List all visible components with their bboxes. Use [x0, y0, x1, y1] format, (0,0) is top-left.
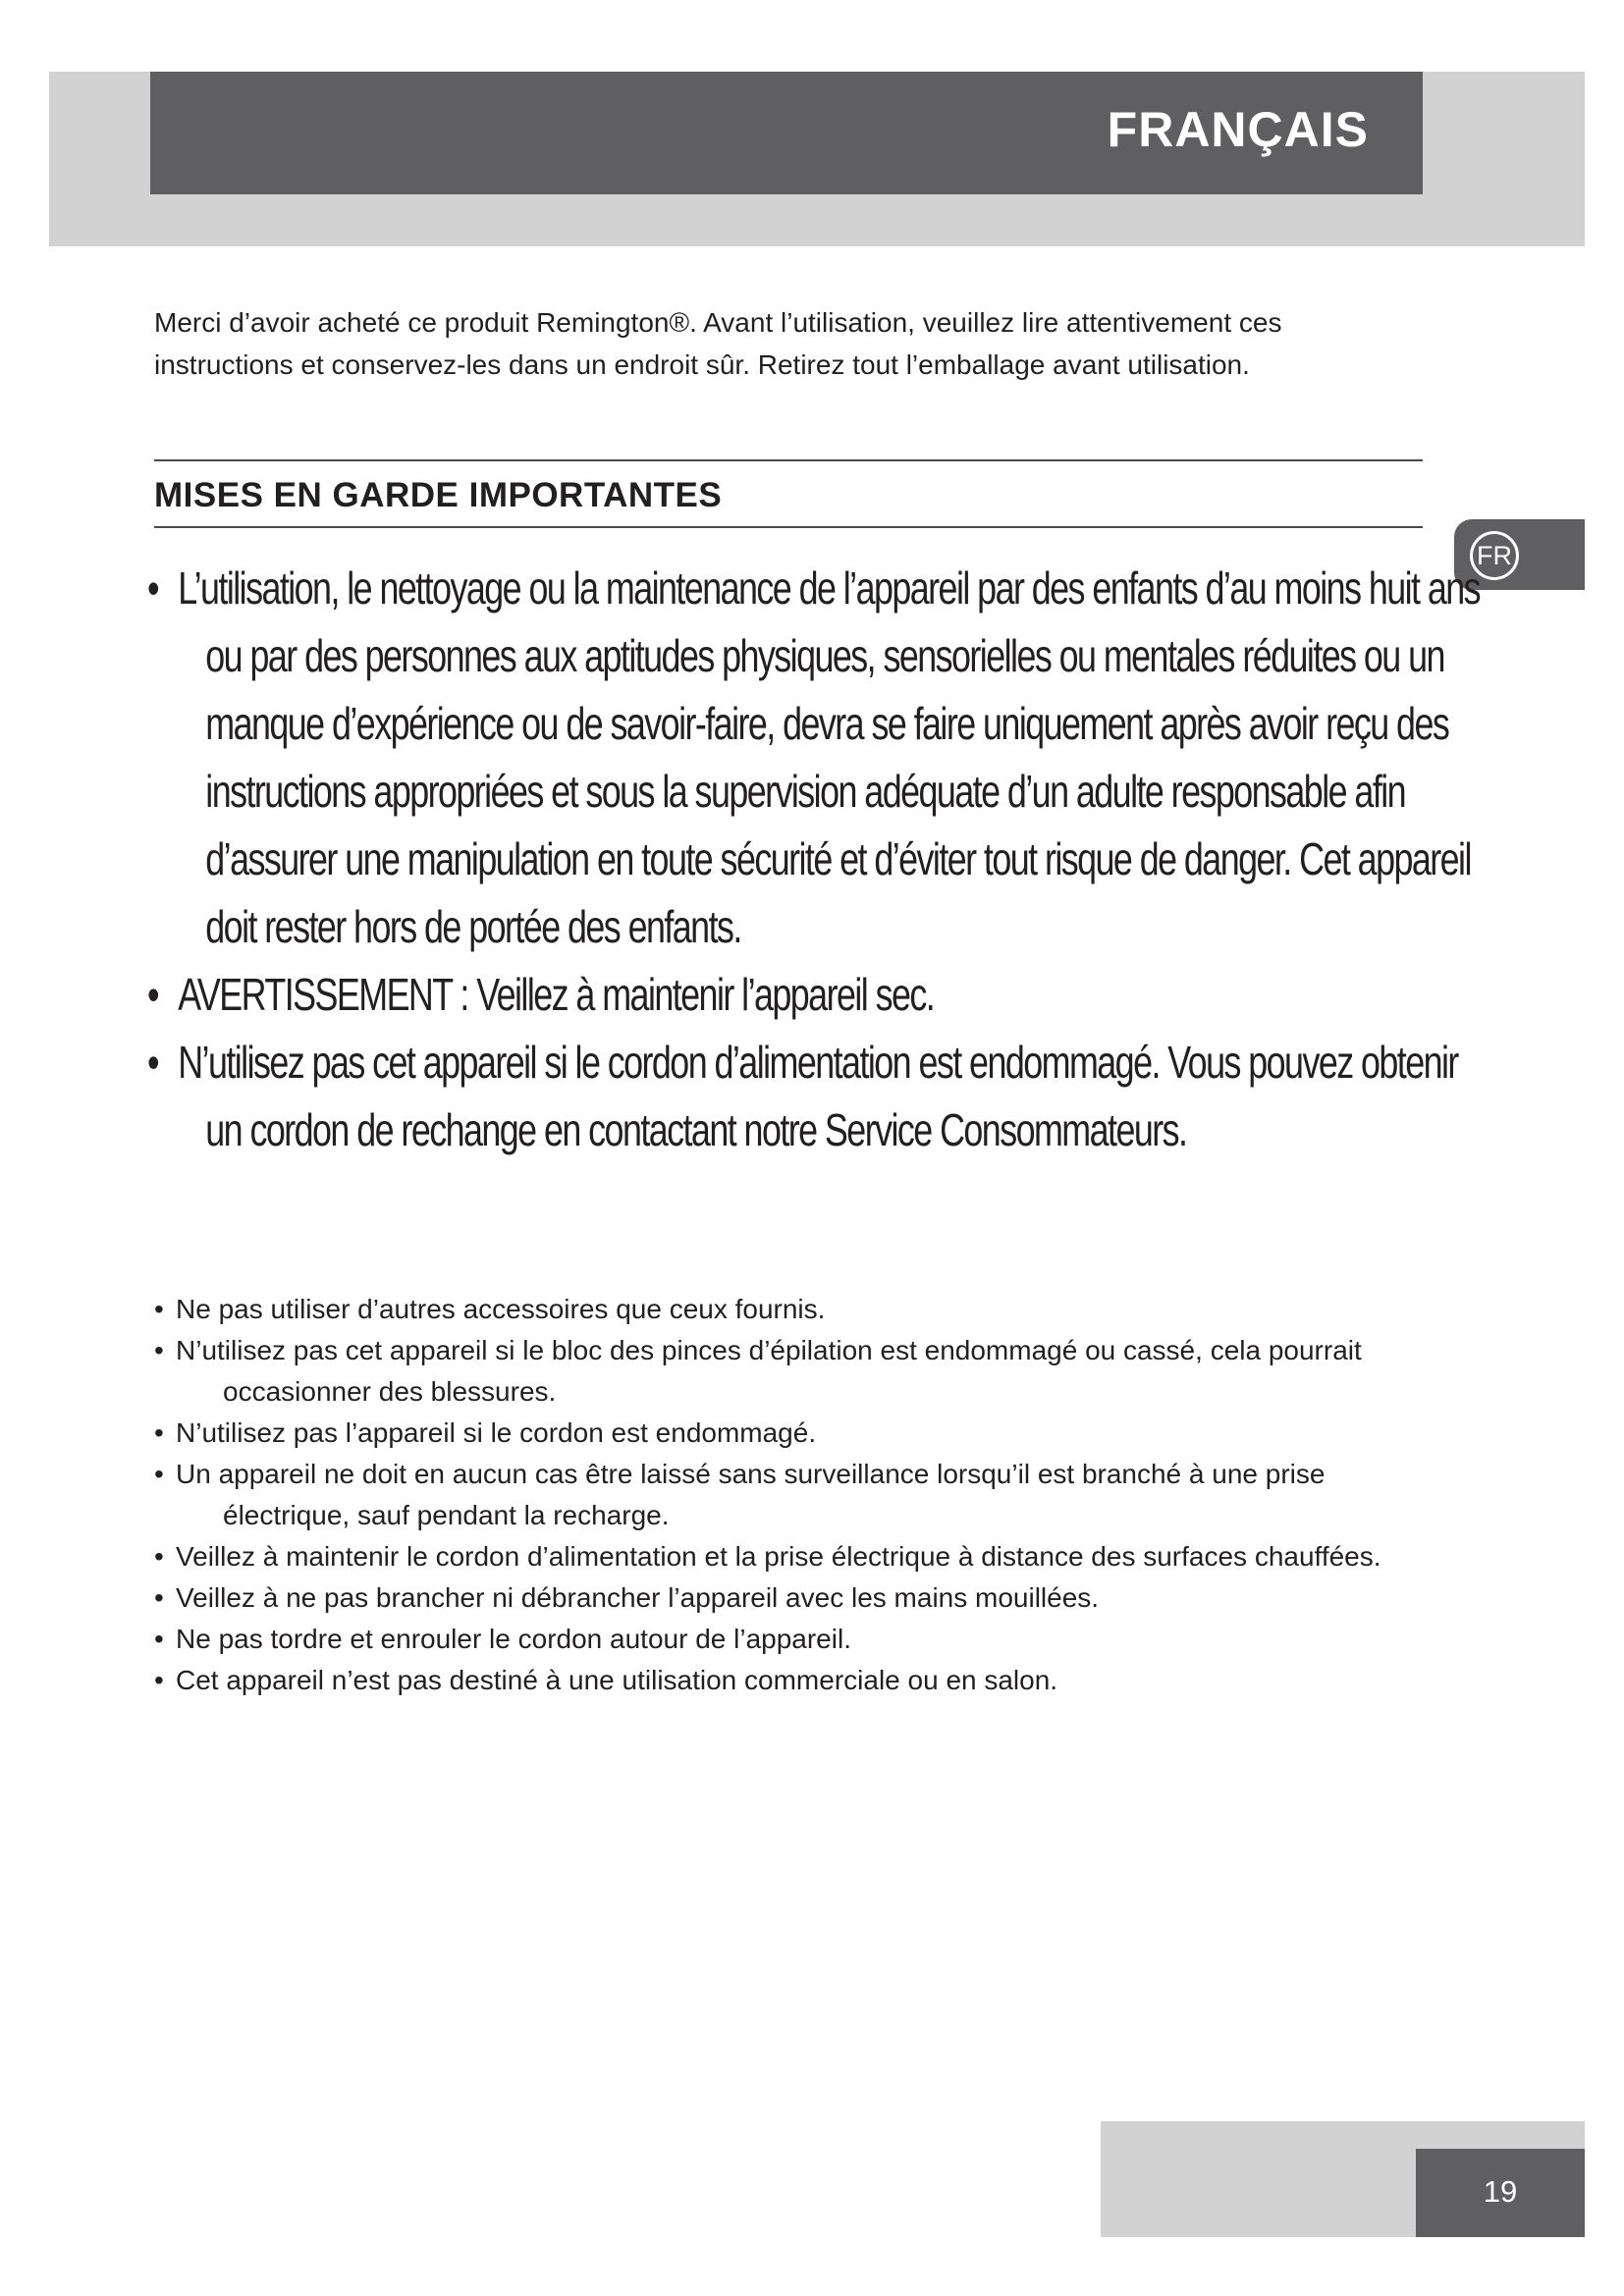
- bullet-icon: •: [147, 1037, 159, 1088]
- bullet-icon: •: [154, 1541, 164, 1572]
- footer-bar: [1416, 2149, 1585, 2237]
- warning-text: Ne pas tordre et enrouler le cordon autour de l’appareil.: [176, 1624, 851, 1654]
- list-item: [154, 1330, 1431, 1413]
- bullet-icon: •: [154, 1335, 164, 1365]
- section-rule-bottom: [154, 526, 1423, 528]
- section-rule-top: [154, 459, 1423, 461]
- bullet-icon: •: [154, 1624, 164, 1654]
- warning-text: N’utilisez pas cet appareil si le cordon d’alimentation est endommagé. Vous pouvez obtenir un cordon de rechange en contactant notre Service Consommateurs.: [178, 1037, 1458, 1155]
- list-item: [154, 1619, 1431, 1660]
- bullet-icon: •: [154, 1459, 164, 1489]
- list-item: [154, 1536, 1431, 1577]
- language-title: FRANÇAIS: [1107, 102, 1369, 157]
- list-item: [147, 961, 1480, 1029]
- small-warnings-list: [154, 1289, 1431, 1701]
- list-item: [147, 1029, 1480, 1164]
- warning-text: N’utilisez pas l’appareil si le cordon est endommagé.: [176, 1417, 817, 1448]
- list-item: [154, 1289, 1431, 1330]
- section-title: MISES EN GARDE IMPORTANTES: [154, 476, 723, 514]
- bullet-icon: •: [154, 1417, 164, 1448]
- page-number: 19: [1483, 2174, 1518, 2209]
- warning-text: L’utilisation, le nettoyage ou la maintenance de l’appareil par des enfants d’au moins huit ans ou par des personnes aux aptitudes physiques, sensorielles ou mentales réduites ou un manque d’expérience ou de savoir-faire, devra se faire uniquement après avoir reçu des instructions appropriées et sous la supervision adéquate d’un adulte responsable afin d’assurer une manipulation en toute sécurité et d’éviter tout risque de danger. Cet appareil doit rester hors de portée des enfants.: [178, 562, 1481, 952]
- warning-text: AVERTISSEMENT : Veillez à maintenir l’appareil sec.: [178, 969, 935, 1020]
- list-item: [154, 1577, 1431, 1619]
- list-item: [154, 1660, 1431, 1701]
- header-bar: [150, 72, 1423, 194]
- list-item: [147, 555, 1480, 961]
- list-item: [154, 1454, 1431, 1536]
- warning-text: Cet appareil n’est pas destiné à une utilisation commerciale ou en salon.: [176, 1665, 1058, 1695]
- intro-paragraph: Merci d’avoir acheté ce produit Remington®. Avant l’utilisation, veuillez lire attentivement ces instructions et conservez-les dans un endroit sûr. Retirez tout l’emballage avant utilisation.: [154, 307, 1282, 380]
- warning-text: Un appareil ne doit en aucun cas être laissé sans surveillance lorsqu’il est branché à une prise électrique, sauf pendant la recharge.: [176, 1459, 1326, 1530]
- bullet-icon: •: [154, 1582, 164, 1613]
- bullet-icon: •: [147, 562, 159, 614]
- warning-text: Ne pas utiliser d’autres accessoires que ceux fournis.: [176, 1294, 826, 1324]
- warning-text: Veillez à maintenir le cordon d’alimentation et la prise électrique à distance des surfaces chauffées.: [176, 1541, 1381, 1572]
- bullet-icon: •: [154, 1665, 164, 1695]
- warning-text: N’utilisez pas cet appareil si le bloc des pinces d’épilation est endommagé ou cassé, cela pourrait occasionner des blessures.: [176, 1335, 1362, 1407]
- bullet-icon: •: [147, 969, 159, 1020]
- language-code-badge: FR: [1470, 531, 1519, 580]
- bullet-icon: •: [154, 1294, 164, 1324]
- warning-text: Veillez à ne pas brancher ni débrancher l’appareil avec les mains mouillées.: [176, 1582, 1100, 1613]
- list-item: [154, 1413, 1431, 1454]
- large-warnings-list: [147, 555, 1480, 1164]
